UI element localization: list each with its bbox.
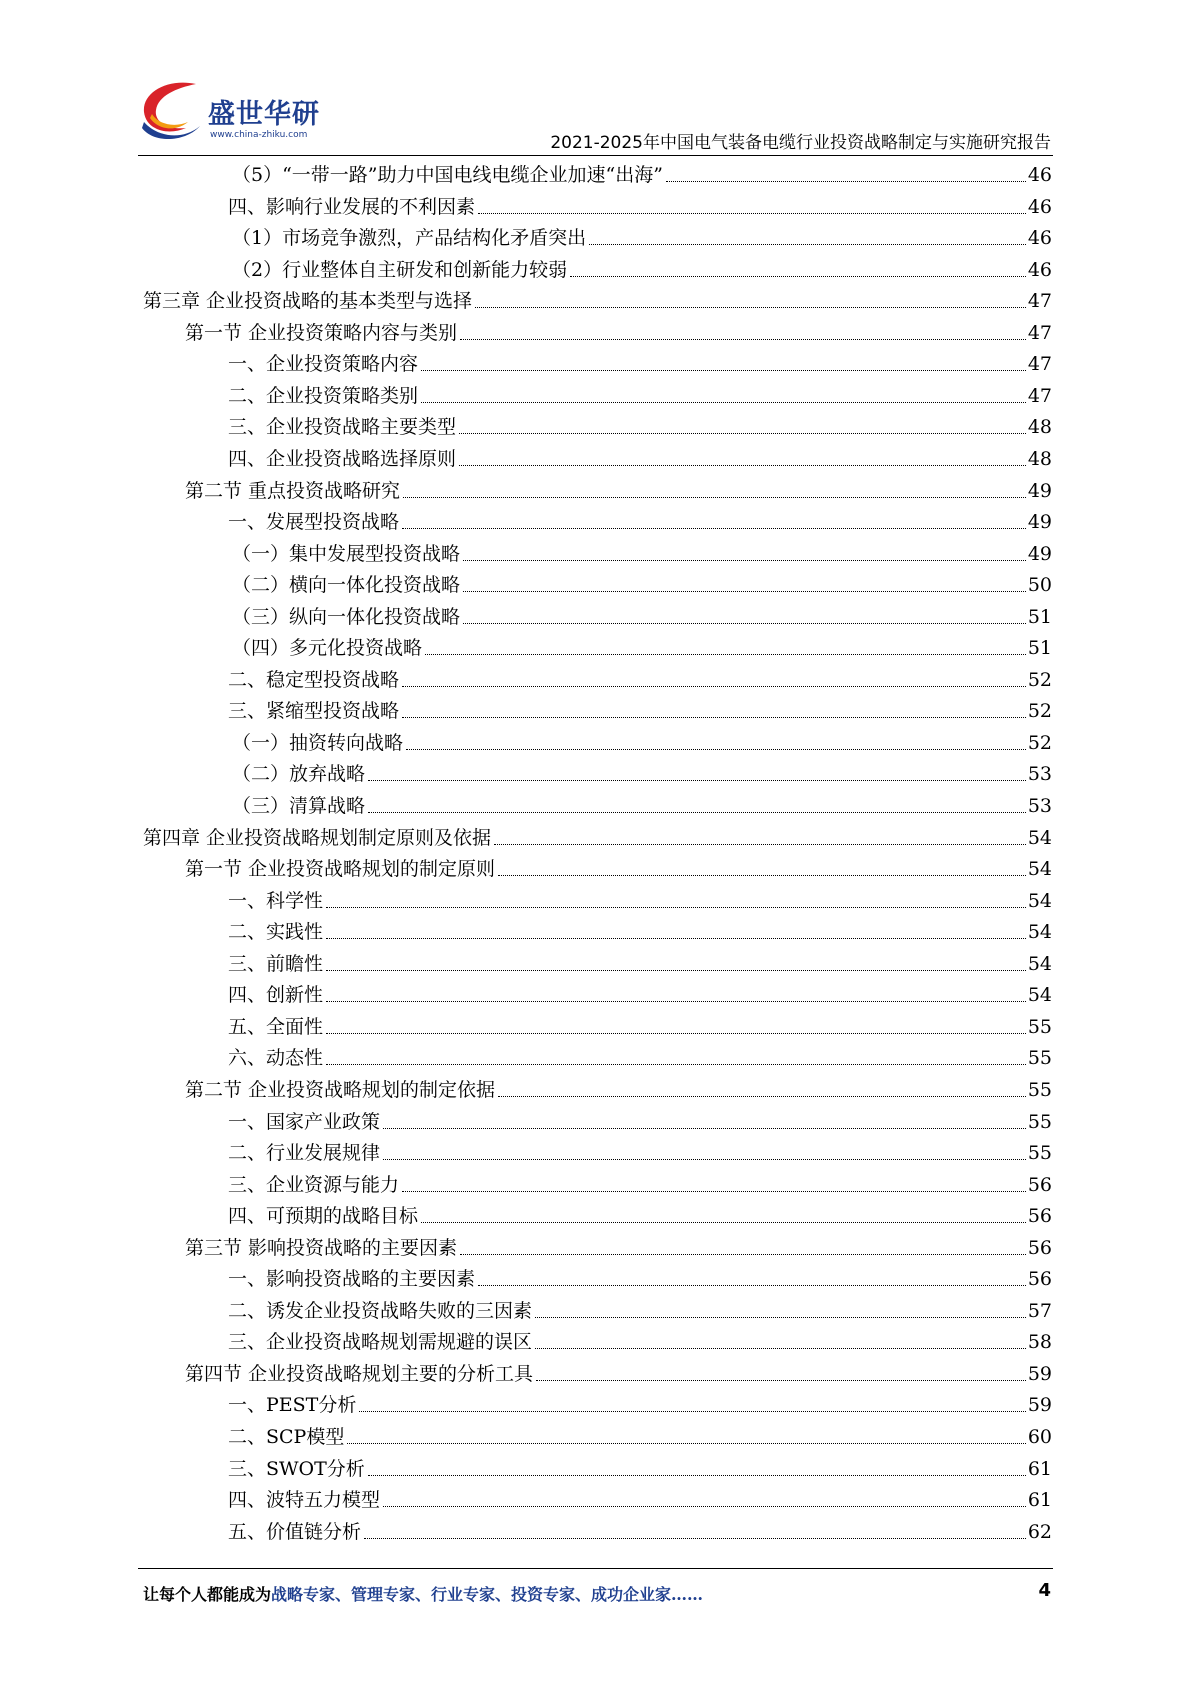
toc-entry[interactable] — [228, 192, 1052, 222]
toc-entry[interactable] — [185, 1359, 1052, 1389]
toc-entry[interactable] — [228, 444, 1052, 474]
toc-entry[interactable] — [228, 696, 1052, 726]
footer-slogan-accent: 战略专家、管理专家、行业专家、投资专家、成功企业家…… — [271, 1585, 704, 1604]
toc-dot-leader — [589, 243, 1026, 245]
toc-entry-page: 52 — [1027, 668, 1052, 691]
company-logo — [138, 78, 328, 148]
toc-dot-leader — [536, 1379, 1026, 1381]
logo-url: www.china-zhiku.com — [210, 130, 308, 140]
footer-slogan-lead: 让每个人都能成为 — [143, 1585, 272, 1604]
toc-entry[interactable] — [228, 1422, 1052, 1452]
toc-entry[interactable] — [228, 1296, 1052, 1326]
toc-entry-page: 46 — [1027, 195, 1052, 218]
toc-entry[interactable] — [228, 980, 1052, 1010]
toc-entry[interactable] — [228, 1012, 1052, 1042]
toc-entry-page: 53 — [1027, 763, 1052, 786]
toc-entry-page: 60 — [1027, 1426, 1052, 1448]
toc-entry[interactable] — [185, 1075, 1052, 1105]
toc-entry-title: 二、稳定型投资战略 — [228, 668, 400, 691]
toc-entry-page: 51 — [1027, 605, 1052, 628]
toc-entry-page: 61 — [1027, 1457, 1052, 1480]
toc-dot-leader — [463, 559, 1026, 561]
toc-entry-title: （二）横向一体化投资战略 — [232, 574, 461, 597]
toc-entry-page: 55 — [1027, 1015, 1052, 1038]
toc-entry-title: 一、PEST分析 — [228, 1394, 357, 1417]
toc-dot-leader — [406, 748, 1026, 750]
toc-entry-title: 五、价值链分析 — [228, 1520, 362, 1543]
toc-dot-leader — [475, 306, 1026, 308]
toc-entry[interactable] — [185, 1233, 1052, 1263]
toc-dot-leader — [478, 212, 1026, 214]
toc-entry[interactable] — [228, 1517, 1052, 1547]
toc-entry[interactable] — [228, 917, 1052, 947]
toc-entry[interactable] — [228, 1043, 1052, 1073]
toc-dot-leader — [460, 1253, 1026, 1255]
footer-divider — [138, 1568, 1053, 1569]
toc-entry-page: 47 — [1027, 321, 1052, 344]
toc-entry-page: 53 — [1027, 795, 1052, 817]
toc-entry-title: 第二节 重点投资战略研究 — [185, 479, 401, 502]
toc-entry-title: 二、诱发企业投资战略失败的三因素 — [228, 1299, 533, 1322]
toc-dot-leader — [383, 1127, 1026, 1129]
toc-entry-page: 52 — [1027, 731, 1052, 754]
toc-entry[interactable] — [232, 160, 1052, 190]
toc-entry[interactable] — [228, 1264, 1052, 1294]
toc-entry[interactable] — [228, 1107, 1052, 1137]
toc-entry-page: 47 — [1027, 384, 1052, 407]
toc-entry-page: 47 — [1027, 353, 1052, 376]
toc-entry-title: 三、SWOT分析 — [228, 1457, 365, 1480]
toc-entry-page: 55 — [1027, 1078, 1052, 1101]
toc-entry-title: 四、企业投资战略选择原则 — [228, 447, 457, 470]
toc-entry-page: 54 — [1027, 921, 1052, 944]
toc-dot-leader — [403, 496, 1026, 498]
toc-entry-title: （5）“一带一路”助力中国电线电缆企业加速“出海” — [232, 164, 663, 186]
toc-entry-title: （三）纵向一体化投资战略 — [232, 605, 461, 628]
toc-entry-title: 四、影响行业发展的不利因素 — [228, 195, 476, 218]
toc-dot-leader — [402, 685, 1026, 687]
toc-entry[interactable] — [228, 949, 1052, 979]
toc-entry[interactable] — [228, 1454, 1052, 1484]
toc-dot-leader — [326, 969, 1026, 971]
toc-entry[interactable] — [228, 1390, 1052, 1420]
toc-entry[interactable] — [228, 381, 1052, 411]
toc-entry[interactable] — [143, 286, 1052, 316]
toc-entry[interactable] — [228, 886, 1052, 916]
toc-entry-title: 三、企业资源与能力 — [228, 1173, 400, 1196]
toc-entry-title: （一）抽资转向战略 — [232, 731, 404, 754]
toc-entry[interactable] — [232, 602, 1052, 632]
toc-entry-page: 56 — [1027, 1268, 1052, 1291]
toc-entry-page: 54 — [1027, 952, 1052, 975]
toc-dot-leader — [368, 779, 1026, 781]
toc-entry[interactable] — [232, 633, 1052, 663]
toc-entry-title: （一）集中发展型投资战略 — [232, 542, 461, 565]
page-number: 4 — [1038, 1580, 1051, 1601]
toc-entry[interactable] — [143, 823, 1052, 853]
toc-entry-page: 54 — [1027, 889, 1052, 912]
toc-entry-page: 55 — [1027, 1142, 1052, 1165]
toc-entry[interactable] — [232, 539, 1052, 569]
toc-dot-leader — [570, 275, 1026, 277]
toc-entry-page: 56 — [1027, 1205, 1052, 1228]
toc-entry[interactable] — [228, 1327, 1052, 1357]
toc-entry-title: 二、实践性 — [228, 921, 324, 944]
toc-entry[interactable] — [232, 759, 1052, 789]
toc-entry-page: 46 — [1027, 164, 1052, 186]
toc-entry-title: 一、企业投资策略内容 — [228, 353, 419, 376]
toc-entry-page: 57 — [1027, 1299, 1052, 1322]
toc-entry-page: 52 — [1027, 700, 1052, 723]
toc-entry-page: 61 — [1027, 1489, 1052, 1512]
report-title: 2021-2025年中国电气装备电缆行业投资战略制定与实施研究报告 — [550, 133, 1051, 153]
toc-entry-title: 第三章 企业投资战略的基本类型与选择 — [143, 290, 473, 313]
toc-entry-title: 第四节 企业投资战略规划主要的分析工具 — [185, 1362, 534, 1385]
toc-entry-page: 49 — [1027, 542, 1052, 565]
toc-entry-title: 四、波特五力模型 — [228, 1489, 381, 1512]
toc-dot-leader — [459, 464, 1026, 466]
toc-entry-page: 46 — [1027, 227, 1052, 250]
toc-entry-title: 三、紧缩型投资战略 — [228, 700, 400, 723]
toc-entry[interactable] — [232, 223, 1052, 253]
toc-dot-leader — [498, 1095, 1026, 1097]
toc-dot-leader — [421, 369, 1026, 371]
toc-dot-leader — [666, 180, 1026, 182]
toc-entry-title: 二、SCP模型 — [228, 1426, 345, 1448]
toc-entry[interactable] — [228, 1201, 1052, 1231]
toc-dot-leader — [368, 811, 1026, 813]
toc-entry[interactable] — [228, 349, 1052, 379]
toc-dot-leader — [463, 622, 1026, 624]
logo-swoosh-icon — [138, 78, 208, 148]
toc-dot-leader — [326, 1032, 1026, 1034]
toc-dot-leader — [347, 1442, 1025, 1444]
toc-dot-leader — [383, 1158, 1026, 1160]
toc-dot-leader — [364, 1537, 1026, 1539]
toc-entry-title: 四、创新性 — [228, 984, 324, 1007]
toc-entry-page: 54 — [1027, 858, 1052, 881]
toc-entry[interactable] — [185, 476, 1052, 506]
toc-entry-title: 六、动态性 — [228, 1047, 324, 1070]
toc-entry-title: 三、前瞻性 — [228, 952, 324, 975]
toc-dot-leader — [478, 1284, 1026, 1286]
toc-entry-title: 第一节 企业投资战略规划的制定原则 — [185, 858, 496, 881]
toc-dot-leader — [359, 1410, 1025, 1412]
toc-entry[interactable] — [228, 507, 1052, 537]
toc-entry-title: 第三节 影响投资战略的主要因素 — [185, 1236, 458, 1259]
toc-entry-page: 59 — [1027, 1362, 1052, 1385]
toc-entry-title: 第一节 企业投资策略内容与类别 — [185, 321, 458, 344]
toc-entry[interactable] — [232, 728, 1052, 758]
toc-entry-title: 三、企业投资战略规划需规避的误区 — [228, 1331, 533, 1354]
toc-entry[interactable] — [185, 318, 1052, 348]
toc-dot-leader — [460, 338, 1026, 340]
toc-entry-page: 55 — [1027, 1110, 1052, 1133]
toc-dot-leader — [535, 1316, 1026, 1318]
toc-entry-page: 62 — [1027, 1520, 1052, 1543]
toc-dot-leader — [463, 590, 1026, 592]
toc-entry-title: 一、影响投资战略的主要因素 — [228, 1268, 476, 1291]
toc-entry-title: 四、可预期的战略目标 — [228, 1205, 419, 1228]
toc-entry-page: 55 — [1027, 1047, 1052, 1070]
toc-entry-title: （四）多元化投资战略 — [232, 637, 423, 660]
toc-dot-leader — [326, 906, 1026, 908]
toc-dot-leader — [383, 1505, 1026, 1507]
logo-title: 盛世华研 — [208, 99, 320, 130]
toc-entry[interactable] — [228, 1170, 1052, 1200]
toc-entry-title: 二、行业发展规律 — [228, 1142, 381, 1165]
toc-entry[interactable] — [232, 255, 1052, 285]
toc-entry[interactable] — [228, 665, 1052, 695]
toc-dot-leader — [425, 653, 1026, 655]
toc-entry-page: 47 — [1027, 290, 1052, 313]
toc-entry-title: 一、发展型投资战略 — [228, 511, 400, 534]
toc-entry-page: 46 — [1027, 258, 1052, 281]
toc-entry[interactable] — [228, 1485, 1052, 1515]
toc-entry-page: 48 — [1027, 416, 1052, 439]
toc-dot-leader — [326, 937, 1026, 939]
toc-dot-leader — [421, 401, 1026, 403]
toc-dot-leader — [459, 432, 1026, 434]
toc-entry-title: 第四章 企业投资战略规划制定原则及依据 — [143, 826, 492, 849]
header-divider — [138, 155, 1053, 156]
toc-entry-title: 第二节 企业投资战略规划的制定依据 — [185, 1078, 496, 1101]
toc-entry-title: （二）放弃战略 — [232, 763, 366, 786]
toc-entry[interactable] — [185, 854, 1052, 884]
toc-entry-page: 51 — [1027, 637, 1052, 660]
toc-entry[interactable] — [232, 791, 1052, 821]
toc-entry-page: 48 — [1027, 447, 1052, 470]
toc-entry-title: （2）行业整体自主研发和创新能力较弱 — [232, 258, 568, 281]
toc-entry-page: 58 — [1027, 1331, 1052, 1354]
toc-dot-leader — [402, 716, 1026, 718]
toc-dot-leader — [326, 1063, 1026, 1065]
toc-entry-page: 49 — [1027, 479, 1052, 502]
toc-entry-page: 54 — [1027, 826, 1052, 849]
toc-entry-page: 56 — [1027, 1236, 1052, 1259]
toc-entry-title: 二、企业投资策略类别 — [228, 384, 419, 407]
toc-entry-page: 59 — [1027, 1394, 1052, 1417]
toc-entry-title: 一、科学性 — [228, 889, 324, 912]
toc-entry-title: 三、企业投资战略主要类型 — [228, 416, 457, 439]
toc-entry-page: 50 — [1027, 574, 1052, 597]
toc-dot-leader — [402, 527, 1026, 529]
toc-dot-leader — [368, 1474, 1026, 1476]
toc-entry-page: 54 — [1027, 984, 1052, 1007]
toc-dot-leader — [421, 1221, 1026, 1223]
footer-slogan — [143, 1582, 703, 1605]
toc-dot-leader — [535, 1347, 1026, 1349]
page-header — [0, 0, 1191, 160]
toc-entry-title: 五、全面性 — [228, 1015, 324, 1038]
toc-dot-leader — [326, 1000, 1026, 1002]
toc-entry-title: （三）清算战略 — [232, 795, 366, 817]
toc-dot-leader — [402, 1190, 1026, 1192]
toc-entry[interactable] — [228, 1138, 1052, 1168]
toc-entry-title: （1）市场竞争激烈，产品结构化矛盾突出 — [232, 227, 587, 250]
toc-entry-title: 一、国家产业政策 — [228, 1110, 381, 1133]
toc-entry-page: 56 — [1027, 1173, 1052, 1196]
toc-dot-leader — [494, 843, 1026, 845]
toc-entry[interactable] — [228, 412, 1052, 442]
toc-dot-leader — [498, 874, 1026, 876]
toc-entry[interactable] — [232, 570, 1052, 600]
toc-entry-page: 49 — [1027, 511, 1052, 534]
